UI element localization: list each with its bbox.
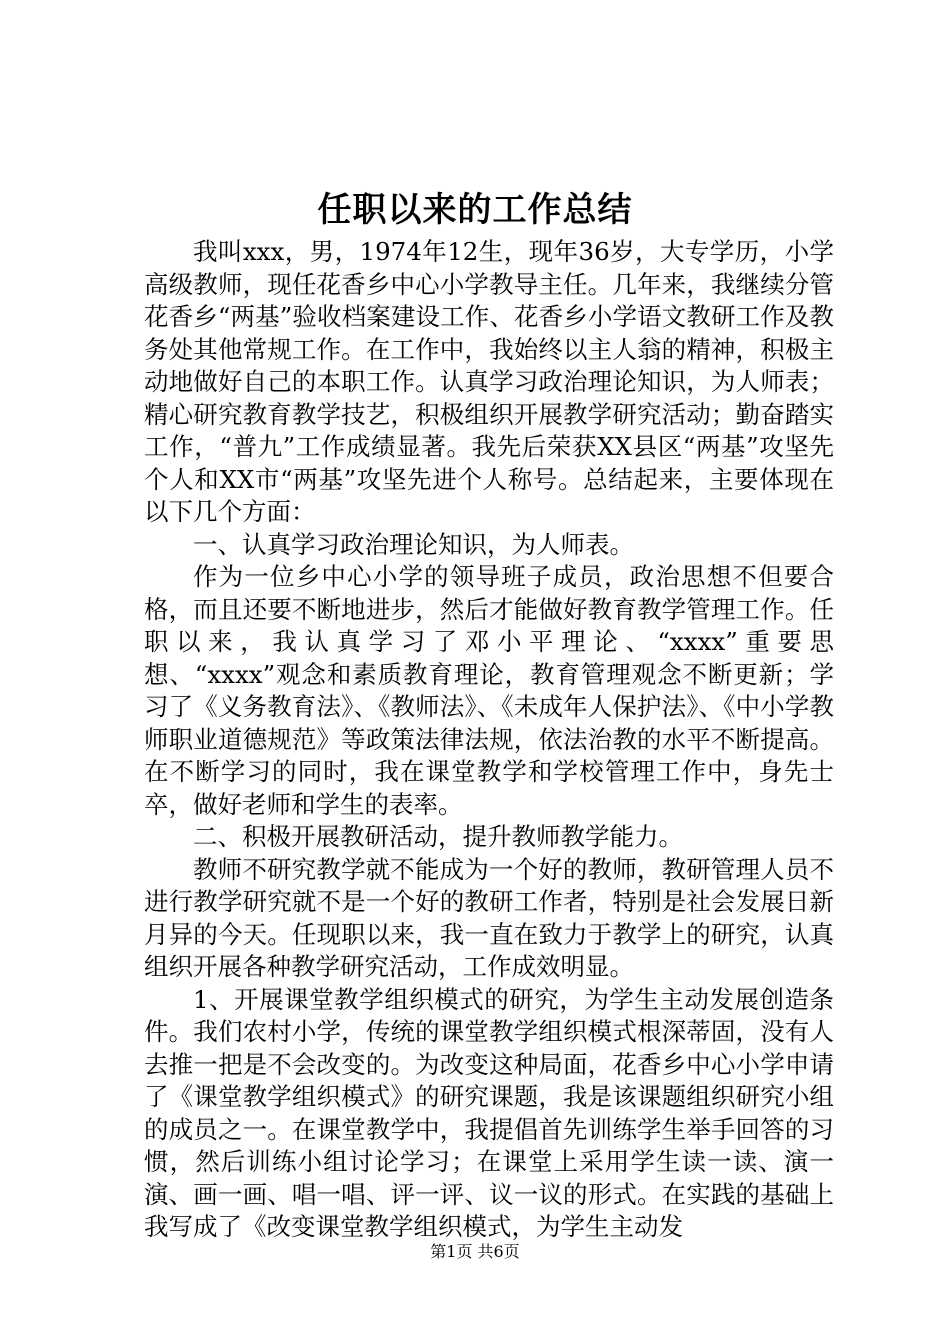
- paragraph-section-1: 作为一位乡中心小学的领导班子成员，政治思想不但要合格，而且还要不断地进步，然后才能做好教育教学管理工作。任职以来，我认真学习了邓小平理论、“xxxx”重要思想、“xxxx”观念和素质教育理论，教育管理观念不断更新；学习了《义务教育法》、《教师法》、《未成年人保护法》、《中小学教师职业道德规范》等政策法律法规，依法治教的水平不断提高。在不断学习的同时，我在课堂教学和学校管理工作中，身先士卒，做好老师和学生的表率。: [144, 562, 834, 819]
- section-heading-2: 二、积极开展教研活动，提升教师教学能力。: [193, 822, 683, 851]
- paragraph-section-2: 教师不研究教学就不能成为一个好的教师，教研管理人员不进行教学研究就不是一个好的教研工作者，特别是社会发展日新月异的今天。任现职以来，我一直在致力于教学上的研究，认真组织开展各种教学研究活动，工作成效明显。: [144, 854, 834, 981]
- document-body: [144, 236, 834, 1244]
- paragraph-intro: 我叫xxx，男，1974年12生，现年36岁，大专学历，小学高级教师，现任花香乡中心小学教导主任。几年来，我继续分管花香乡“两基”验收档案建设工作、花香乡小学语文教研工作及教务处其他常规工作。在工作中，我始终以主人翁的精神，积极主动地做好自己的本职工作。认真学习政治理论知识，为人师表；精心研究教育教学技艺，积极组织开展教学研究活动；勤奋踏实工作，“普九”工作成绩显著。我先后荣获XX县区“两基”攻坚先个人和XX市“两基”攻坚先进个人称号。总结起来，主要体现在以下几个方面：: [144, 237, 834, 526]
- page-number-footer: 第1页 共6页: [430, 1242, 520, 1261]
- paragraph-subsection-1: 1、开展课堂教学组织模式的研究，为学生主动发展创造条件。我们农村小学，传统的课堂教学组织模式根深蒂固，没有人去推一把是不会改变的。为改变这种局面，花香乡中心小学申请了《课堂教学组织模式》的研究课题，我是该课题组织研究小组的成员之一。在课堂教学中，我提倡首先训练学生举手回答的习惯，然后训练小组讨论学习；在课堂上采用学生读一读、演一演、画一画、唱一唱、评一评、议一议的形式。在实践的基础上我写成了《改变课堂教学组织模式，为学生主动发: [144, 984, 834, 1241]
- section-heading-1: 一、认真学习政治理论知识，为人师表。: [193, 529, 634, 559]
- document-title: 任职以来的工作总结: [317, 190, 633, 230]
